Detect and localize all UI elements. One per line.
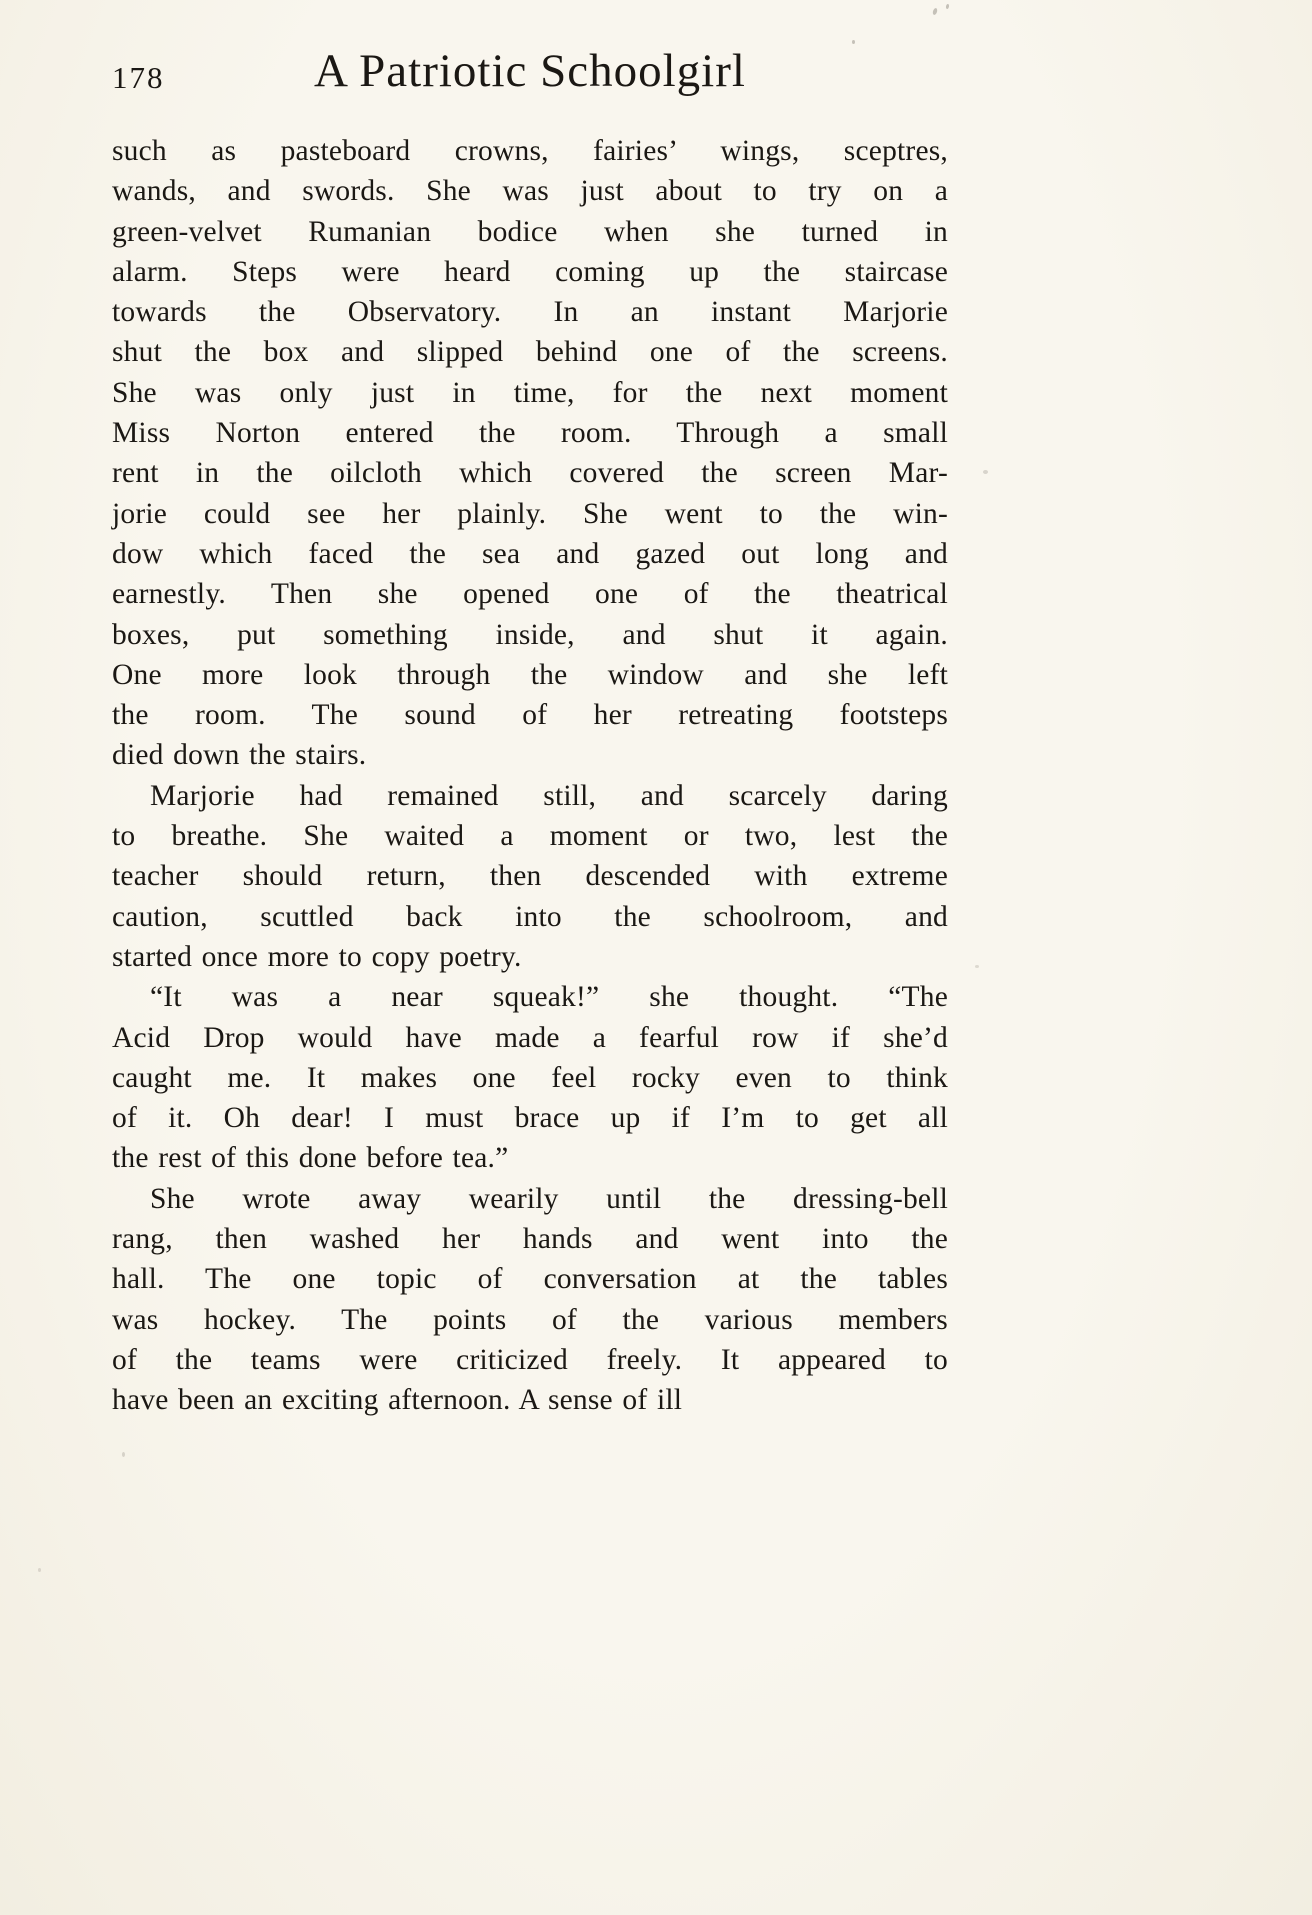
- text-line: of the teams were criticized freely. It appeared to: [112, 1343, 948, 1376]
- page-header: [112, 44, 948, 114]
- paragraph: [112, 776, 948, 977]
- text-line: such as pasteboard crowns, fairies’ wings, sceptres,: [112, 135, 948, 167]
- text-line: rent in the oilcloth which covered the screen Mar-: [112, 457, 948, 490]
- scan-artifact: [932, 8, 938, 16]
- page-number: 178: [112, 60, 165, 95]
- text-line: One more look through the window and she left: [112, 658, 948, 691]
- page-title: A Patriotic Schoolgirl: [314, 45, 746, 97]
- text-line: boxes, put something inside, and shut it again.: [112, 618, 948, 651]
- text-line: caution, scuttled back into the schoolroom, and: [112, 900, 948, 933]
- text-line: dow which faced the sea and gazed out long and: [112, 537, 948, 570]
- text-line: She was only just in time, for the next moment: [112, 376, 948, 409]
- text-line: died down the stairs.: [112, 739, 367, 772]
- text-line: wands, and swords. She was just about to try on a: [112, 175, 948, 208]
- scan-artifact: [946, 4, 950, 10]
- text-line: have been an exciting afternoon. A sense of ill: [112, 1384, 683, 1417]
- scan-artifact: [122, 1452, 125, 1457]
- scan-artifact: [38, 1568, 41, 1572]
- text-line: the rest of this done before tea.”: [112, 1142, 509, 1175]
- text-line: hall. The one topic of conversation at the tables: [112, 1263, 948, 1296]
- text-line: rang, then washed her hands and went into the: [112, 1223, 948, 1256]
- text-block: [112, 131, 948, 1421]
- scan-artifact: [975, 965, 979, 968]
- paragraph: [112, 1179, 948, 1421]
- text-line: Acid Drop would have made a fearful row if she’d: [112, 1021, 948, 1054]
- scan-artifact: [983, 470, 988, 474]
- text-line: She wrote away wearily until the dressing-bell: [150, 1182, 948, 1215]
- paragraph: [112, 131, 948, 776]
- text-line: alarm. Steps were heard coming up the staircase: [112, 255, 948, 288]
- text-line: teacher should return, then descended with extreme: [112, 860, 948, 893]
- scan-artifact: [852, 40, 855, 44]
- text-line: Miss Norton entered the room. Through a small: [112, 417, 948, 450]
- text-line: towards the Observatory. In an instant Marjorie: [112, 296, 948, 329]
- text-line: the room. The sound of her retreating footsteps: [112, 699, 948, 732]
- text-line: caught me. It makes one feel rocky even to think: [112, 1061, 948, 1094]
- text-line: jorie could see her plainly. She went to the win-: [112, 497, 948, 530]
- text-line: shut the box and slipped behind one of the screens.: [112, 336, 948, 369]
- text-line: was hockey. The points of the various members: [112, 1303, 948, 1336]
- text-line: earnestly. Then she opened one of the theatrical: [112, 578, 948, 611]
- text-line: started once more to copy poetry.: [112, 940, 522, 973]
- text-line: “It was a near squeak!” she thought. “The: [150, 981, 948, 1014]
- text-line: Marjorie had remained still, and scarcely daring: [150, 779, 948, 812]
- text-line: green-velvet Rumanian bodice when she turned in: [112, 215, 948, 248]
- paragraph: [112, 977, 948, 1178]
- text-line: of it. Oh dear! I must brace up if I’m to get all: [112, 1102, 948, 1135]
- text-line: to breathe. She waited a moment or two, lest the: [112, 820, 948, 853]
